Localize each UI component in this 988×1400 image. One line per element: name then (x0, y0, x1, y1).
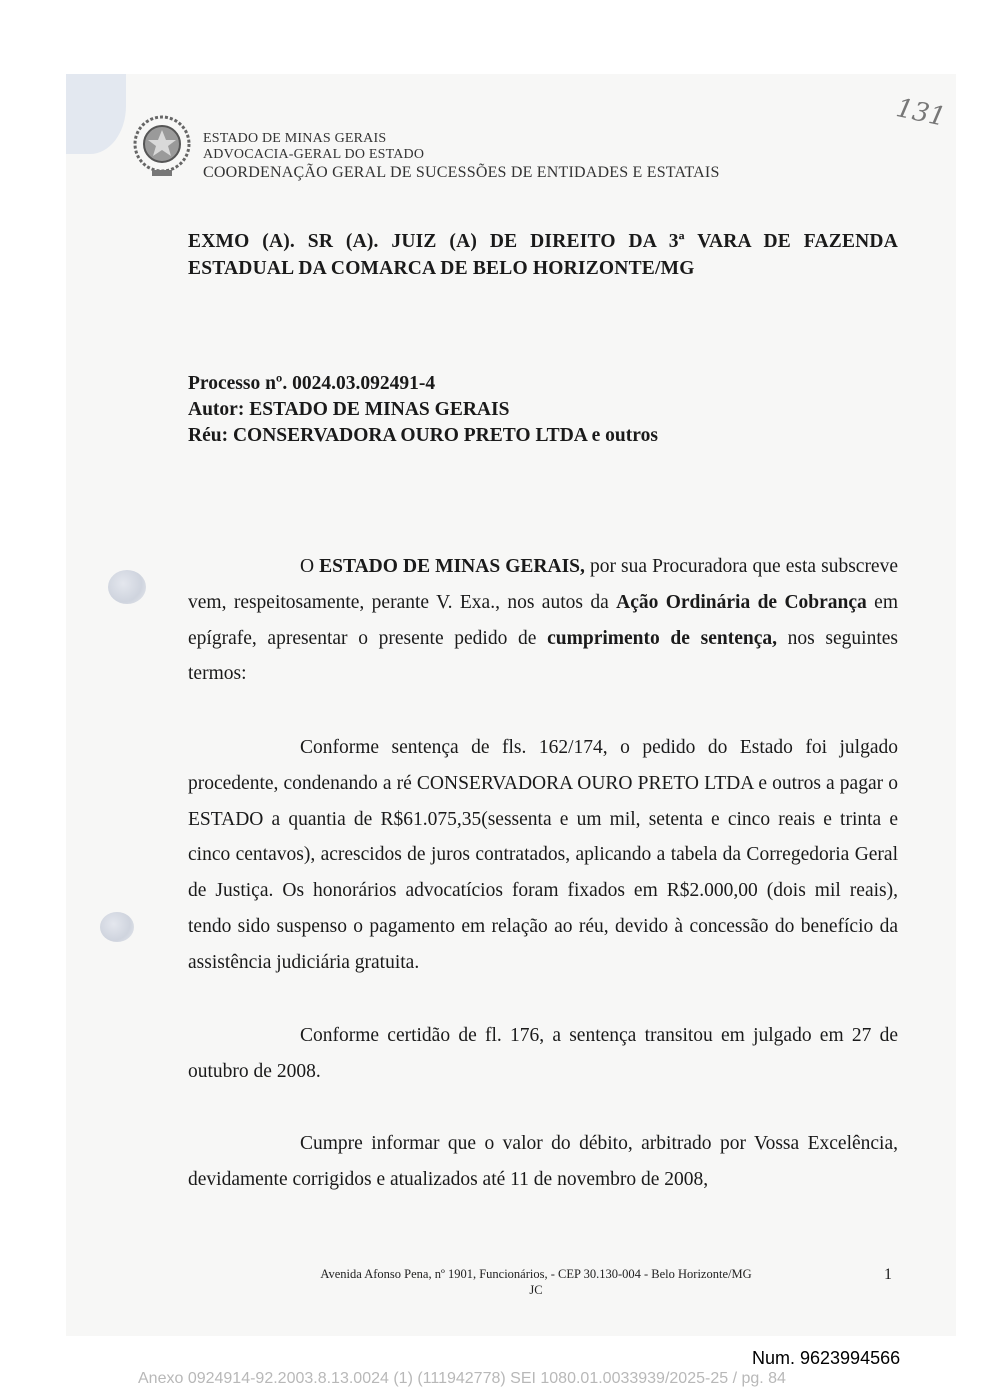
p1-text-4: nos seguintes termos: (188, 627, 898, 685)
addressee-line-2: ESTADUAL DA COMARCA DE BELO HORIZONTE/MG (188, 258, 695, 279)
p1-bold-1: ESTADO DE MINAS GERAIS, (319, 556, 585, 577)
p1-text-3: em epígrafe, apresentar o presente pedido de (188, 591, 898, 649)
addressee-block (188, 228, 898, 282)
punch-hole-bottom (100, 912, 134, 942)
process-defendant: Réu: CONSERVADORA OURO PRETO LTDA e outros (188, 425, 658, 446)
p1-text-2: por sua Procuradora que esta subscreve vem, respeitosamente, perante V. Exa., nos autos da (188, 556, 898, 613)
paragraph-3 (188, 1018, 898, 1090)
letterhead-agency: ADVOCACIA-GERAL DO ESTADO (203, 147, 425, 162)
letterhead-state: ESTADO DE MINAS GERAIS (203, 131, 387, 146)
process-number: Processo nº. 0024.03.092491-4 (188, 373, 436, 394)
paragraph-4 (188, 1126, 898, 1198)
p4-text: Cumpre informar que o valor do débito, arbitrado por Vossa Excelência, devidamente corrigidos e atualizados até 11 de novembro de 2008, (188, 1133, 898, 1190)
coat-of-arms-icon (130, 112, 194, 180)
process-info (188, 371, 658, 449)
letterhead-department: COORDENAÇÃO GERAL DE SUCESSÕES DE ENTIDADES E ESTATAIS (203, 164, 720, 181)
document-number-stamp: Num. 9623994566 (752, 1348, 901, 1368)
page-number: 1 (884, 1266, 892, 1283)
process-author: Autor: ESTADO DE MINAS GERAIS (188, 399, 510, 420)
paragraph-1 (188, 549, 898, 692)
footer-address: Avenida Afonso Pena, nº 1901, Funcionários, - CEP 30.130-004 - Belo Horizonte/MG (320, 1267, 752, 1281)
annex-stamp: Anexo 0924914-92.2003.8.13.0024 (1) (111942778) SEI 1080.01.0033939/2025-25 / pg. 84 (138, 1370, 786, 1387)
punch-hole-top (108, 570, 146, 604)
p1-bold-2: Ação Ordinária de Cobrança (616, 591, 867, 613)
letterhead (203, 131, 720, 183)
p1-text-1: O (300, 556, 320, 577)
addressee-line-1: EXMO (A). SR (A). JUIZ (A) DE DIREITO DA 3ª VARA DE FAZENDA (188, 231, 898, 252)
p3-text: Conforme certidão de fl. 176, a sentença transitou em julgado em 27 de outubro de 2008. (188, 1025, 898, 1082)
paragraph-2 (188, 730, 898, 981)
footer-initials: JC (529, 1283, 543, 1297)
p1-bold-3: cumprimento de sentença, (547, 627, 777, 649)
page-footer (296, 1266, 776, 1298)
p2-text: Conforme sentença de fls. 162/174, o pedido do Estado foi julgado procedente, condenando a ré CONSERVADORA OURO PRETO LTDA e outros a pagar o ESTADO a quantia de R$61.075,35(sessenta e um mil, setenta e cinco reais e trinta e cinco centavos), acrescidos de juros contratados, aplicando a tabela da Corregedoria Geral de Justiça. Os honorários advocatícios foram fixados em R$2.000,00 (dois mil reais), tendo sido suspenso o pagamento em relação ao réu, devido à concessão do benefício da assistência judiciária gratuita. (188, 737, 898, 973)
handwritten-folio: 131 (893, 93, 949, 133)
